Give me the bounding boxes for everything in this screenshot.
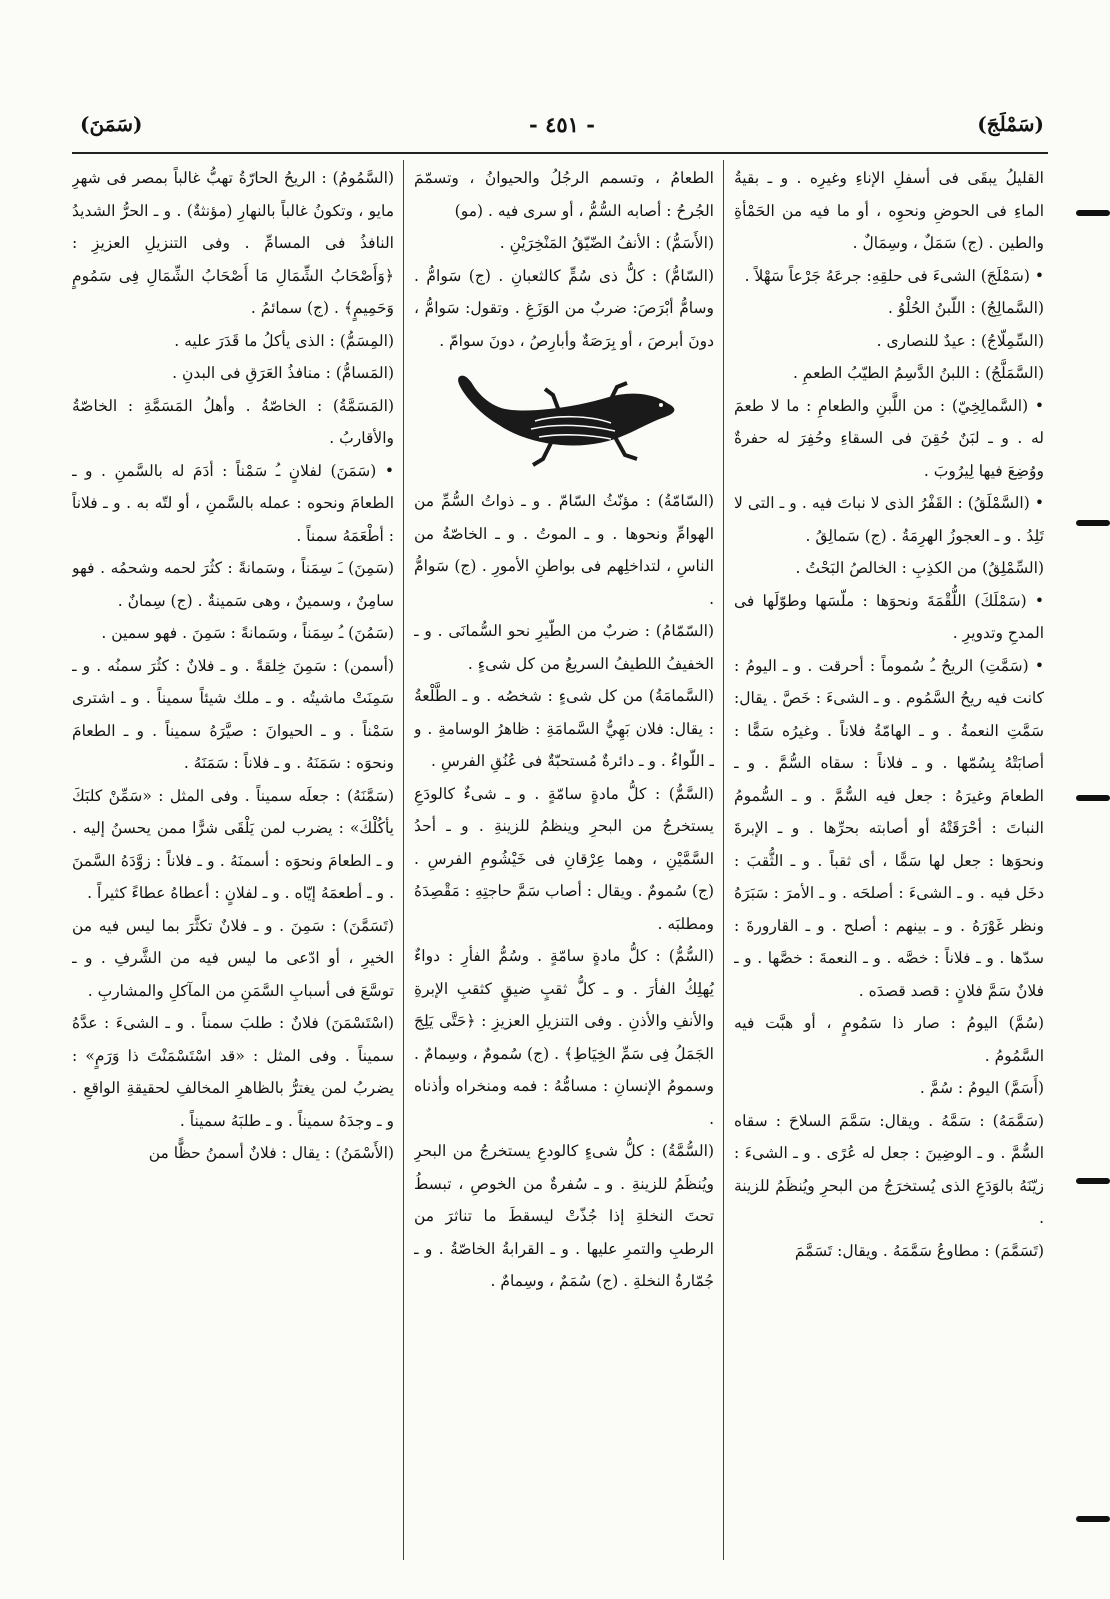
dictionary-entry: (سَمَّنَهُ) : جعلَه سميناً . وفى المثل : «سَمِّنْ كلبَكَ يأكُلْكَ» : يضرب لمن يَلْقَى شرًّا ممن يحسنُ إليه . و ـ الطعامَ ونحوَه : أسمنَهُ . و ـ فلاناً : زوَّدَهُ السَّمنَ . و ـ أطعمَهُ إيّاه . و ـ لفلانٍ : أعطاهُ عطاءً كثيراً . — [72, 786, 394, 902]
dictionary-entry: • (سَمَّتِ) الريحُ ـُ سُموماً : أحرقت . و ـ اليومُ : كانت فيه ريحُ السَّمُوم . و ـ الشىءَ : خَصَّ . يقال: سَمَّتِ النعمةُ . و ـ الهامّةُ فلاناً . وغيرُه سَمًّا : أصابَتْهُ بِسُمّها . و ـ فلاناً : سقاه السُّمَّ . و ـ الطعامَ وغيرَهُ : جعل فيه السُّمَّ . و ـ السُّمومُ النباتَ : أحْرَقَتْهُ أو أصابته بحرِّها . و ـ الإبرةَ ونحوَها : جعل لها سَمًّا ، أى ثقباً . و ـ الثُّقبَ : دخَل فيه . و ـ الشىءَ : أصلحَه . و ـ الأمرَ : سَبَرَهُ ونظر غَوْرَهُ . و ـ بينهم : أصلح . و ـ القارورةَ : سدّها . و ـ فلاناً : خصَّه . و ـ النعمةَ : خصَّها . و ـ فلانٌ سَمَّ فلانٍ : قصد قصدَه . — [734, 656, 1044, 1000]
margin-scan-mark — [1076, 1178, 1110, 1184]
dictionary-entry: (السُّمَّةُ) : كلُّ شىءٍ كالودعِ يستخرجُ من البحرِ ويُنظَمُ للزينةِ . و ـ سُفرةٌ من الخوصِ ، تبسطُ تحتَ النخلةِ إذا جُذّتْ ليسقطَ ما تناثرَ من الرطبِ والتمرِ عليها . و ـ القرابةُ الخاصّةُ . و ـ جُمّارةُ النخلةِ . (ج) سُمَمٌ ، وسِمامٌ . — [414, 1142, 714, 1290]
dictionary-entry: (السِّمِلّاجُ) : عيدٌ للنصارى . — [876, 331, 1044, 350]
dictionary-entry: (السّامّةُ) : مؤنّثُ السّامّ . و ـ ذواتُ السُّمِّ من الهوامِّ ونحوها . و ـ الموتُ . و ـ الخاصّةُ من الناسِ ، لتداخلِهم فى بواطنِ الأمورِ . (ج) سَوامُّ . — [414, 492, 714, 608]
lizard-illustration — [439, 365, 689, 475]
dictionary-entry: (تَسَمَّمَ) : مطاوعُ سَمَّمَهُ . ويقال: تَسَمَّمَ — [794, 1241, 1044, 1260]
margin-scan-mark — [1076, 1516, 1110, 1522]
dictionary-entry: (السّامُّ) : كلُّ ذى سُمٍّ كالثعبانِ . (ج) سَوامُّ . وسامُّ أبْرَصَ: ضربٌ من الوَزَغِ . وتقول: سَوامُّ ، دونَ أبرصَ ، أو بِرَصَةٌ وأبارِصُ ، دونَ سوامّ . — [414, 266, 714, 350]
page-number: - ٤٥١ - — [529, 112, 595, 137]
dictionary-entry: (السَّمُّ) : كلُّ مادةٍ سامّةٍ . و ـ شىءٌ كالودَعِ يستخرجُ من البحرِ وينظمُ للزينةِ . و ـ أحدُ السَّمَّيْنِ ، وهما عِرْقانِ فى خَيْشُومِ الفرسِ . (ج) سُمومٌ . ويقال : أصاب سَمَّ حاجتِهِ : مَقْصِدَهُ ومطلبَه . — [414, 784, 714, 933]
dictionary-entry: (سَمِنَ) ـَ سِمَناً ، وسَمانةً : كثُرَ لحمه وشحمُه . فهو سامِنٌ ، وسمينٌ ، وهى سَمينةٌ . (ج) سِمانٌ . — [72, 559, 394, 610]
dictionary-entry: (المِسَمُّ) : الذى يأكلُ ما قَدَرَ عليه . — [174, 331, 394, 350]
dictionary-entry: الطعامُ ، وتسمم الرجُلُ والحيوانُ ، وتسمّمَ الجُرحُ : أصابه السُّمُّ ، أو سرى فيه . (مو) — [414, 169, 714, 220]
dictionary-entry: (السَّمالِجُ) : اللّبنُ الحُلْوُ . — [887, 299, 1044, 317]
dictionary-entry: (السِّمْلِقُ) من الكذِبِ : الخالصُ البَحْتُ . — [795, 559, 1044, 577]
dictionary-entry: (السُّمُّ) : كلُّ مادةٍ سامّةٍ . وسُمُّ الفأرِ : دواءٌ يُهلِكُ الفأرَ . و ـ كلُّ ثقبٍ ضيقٍ كثقبِ الإبرةِ والأنفِ والأذنِ . وفى التنزيلِ العزيزِ : ﴿حَتَّى يَلِجَ الجَمَلُ فِى سَمِّ الخِيَاطِ﴾ . (ج) سُمومٌ ، وسِمامٌ . وسمومُ الإنسانِ : مسامُّهُ : فمه ومنخراه وأذناه . — [414, 947, 714, 1128]
dictionary-entry: (أَسَمَّ) اليومُ : سُمَّ . — [919, 1079, 1044, 1097]
dictionary-entry: • (سَمْلَكَ) اللُّقْمَةَ ونحوَها : ملّسَها وطوّلَها فى المدحِ وتدويرِ . — [734, 591, 1044, 642]
dictionary-entry: القليلُ يبقَى فى أسفلِ الإناءِ وغيرِه . و ـ بقيةُ الماءِ فى الحوضِ ونحوِه ، أو ما فيه من الحَمْأةِ والطين . (ج) سَمَلٌ ، وسِمَالٌ . — [734, 169, 1044, 252]
margin-scan-mark — [1076, 520, 1110, 526]
dictionary-entry: (اسْتَسْمَنَ) فلانٌ : طلبَ سمناً . و ـ الشىءَ : عدَّهُ سميناً . وفى المثل : «قد اسْتَسْمَنْتَ ذا وَرَمٍ» : يضربُ لمن يغترُّ بالظاهرِ المخالفِ لحقيقةِ الواقعِ . و ـ وجدَهُ سميناً . و ـ طلبَهُ سميناً . — [72, 1014, 394, 1130]
dictionary-entry: • (السَّمْلَقُ) : القَفْرُ الذى لا نباتَ فيه . و ـ التى لا تَلِدُ . و ـ العجوزُ الهرِمَةُ . (ج) سَمالِقُ . — [734, 494, 1044, 545]
page-header — [80, 112, 1044, 148]
dictionary-entry: (أسمن) : سَمِنَ خِلقةً . و ـ فلانٌ : كثُرَ سمنُه . و ـ سَمِنَتْ ماشيتُه . و ـ ملك شيئاً سميناً . و ـ اشترى سَمْناً . و ـ الحيوانَ : صيَّرَهُ سميناً . و ـ الطعامَ ونحوَه : سَمَنَهُ . و ـ فلاناً : سَمَنَهُ . — [72, 656, 394, 772]
dictionary-entry: (الأَسَمُّ) : الأنفُ الضّيّقُ المَنْخِرَيْنِ . — [499, 234, 714, 252]
column-middle — [414, 162, 714, 1562]
margin-scan-mark — [1076, 210, 1110, 216]
dictionary-entry: • (سَمَنَ) لفلانٍ ـُ سَمْناً : أدَمَ له بالسَّمنِ . و ـ الطعامَ ونحوه : عمله بالسَّمنِ ، أو لتّه به . و ـ فلاناً : أطْعَمَهُ سمناً . — [72, 461, 394, 545]
dictionary-entry: (المَسامُّ) : منافذُ العَرَقِ فى البدنِ . — [172, 364, 394, 382]
dictionary-entry: (تَسَمَّنَ) : سَمِنَ . و ـ فلانٌ تكثَّرَ بما ليس فيه من الخيرِ ، أو ادّعى ما ليس فيه من الشَّرفِ . و ـ توسَّعَ فى أسبابِ السَّمَنِ من المآكلِ والمشاربِ . — [72, 916, 394, 1000]
dictionary-entry: (السّمّامُ) : ضربٌ من الطّيرِ نحو السُّمانَى . و ـ الخفيفُ اللطيفُ السريعُ من كل شىءٍ . — [414, 622, 714, 673]
right-guide-word: (سَمْلَجَ) — [977, 112, 1044, 136]
dictionary-entry: (سَمُنَ) ـُ سِمَناً ، وسَمانةً : سَمِنَ . فهو سمين . — [101, 624, 394, 642]
dictionary-entry: (سَمَّمَهُ) : سَمَّهُ . ويقال: سَمَّمَ السلاحَ : سقاه السُّمَّ . و ـ الوضِينَ : جعل له عُرًى . و ـ الشىءَ : زيّنَهُ بالوَدَعِ الذى يُستخرَجُ من البحرِ ويُنظَمُ للزينة . — [734, 1111, 1044, 1227]
column-left — [72, 162, 394, 1562]
margin-scan-mark — [1076, 795, 1110, 801]
column-right — [734, 162, 1044, 1562]
header-rule — [72, 152, 1048, 154]
dictionary-entry: (السَّمَلَّجُ) : اللبنُ الدَّسِمُ الطيّبُ الطعمِ . — [792, 364, 1044, 382]
dictionary-entry: (السَّمُومُ) : الريحُ الحارّةُ تهبُّ غالباً بمصر فى شهرِ مايو ، وتكونُ غالباً بالنهارِ (مؤنثةٌ) . و ـ الحرُّ الشديدُ النافذُ فى المسامِّ . وفى التنزيلِ العزيزِ : ﴿وَأَصْحَابُ الشِّمَالِ مَا أَصْحَابُ الشِّمَالِ فِى سَمُومٍ وَحَمِيمٍ﴾ . (ج) سمائمُ . — [72, 169, 394, 317]
left-guide-word: (سَمَنَ) — [80, 112, 143, 136]
column-divider — [403, 160, 404, 1560]
dictionary-entry: (السَّمامَةُ) من كل شىءٍ : شخصُه . و ـ الطَّلْعةُ : يقال: فلان بَهِيُّ السَّمامَةِ : ظاهرُ الوسامةِ . و ـ اللّواءُ . و ـ دائرةٌ مُستحبّةٌ فى عُنُقِ الفرسِ . — [414, 687, 714, 770]
dictionary-entry: (الأَسْمَنُ) : يقال : فلانٌ أسمنُ حظًّا من — [148, 1144, 394, 1162]
dictionary-entry: (المَسَمَّةُ) : الخاصّةُ . وأهلُ المَسَمَّةِ : الخاصّةُ والأقاربُ . — [72, 396, 394, 447]
dictionary-entry: • (سَمْلَجَ) الشىءَ فى حلقِهِ: جرعَهُ جَرْعاً سَهْلاً . — [744, 266, 1044, 285]
dictionary-entry: (سُمَّ) اليومُ : صار ذا سَمُومٍ ، أو هبَّت فيه السَّمُومُ . — [734, 1014, 1044, 1065]
dictionary-entry: • (السَّمالِخِيّ) : من اللَّبنِ والطعامِ : ما لا طعمَ له . و ـ لبَنٌ حُقِنَ فى السقاءِ وحُفِرَ له حفرةٌ ووُضِعَ فيها لِيرُوبَ . — [734, 396, 1044, 480]
column-divider — [723, 160, 724, 1560]
